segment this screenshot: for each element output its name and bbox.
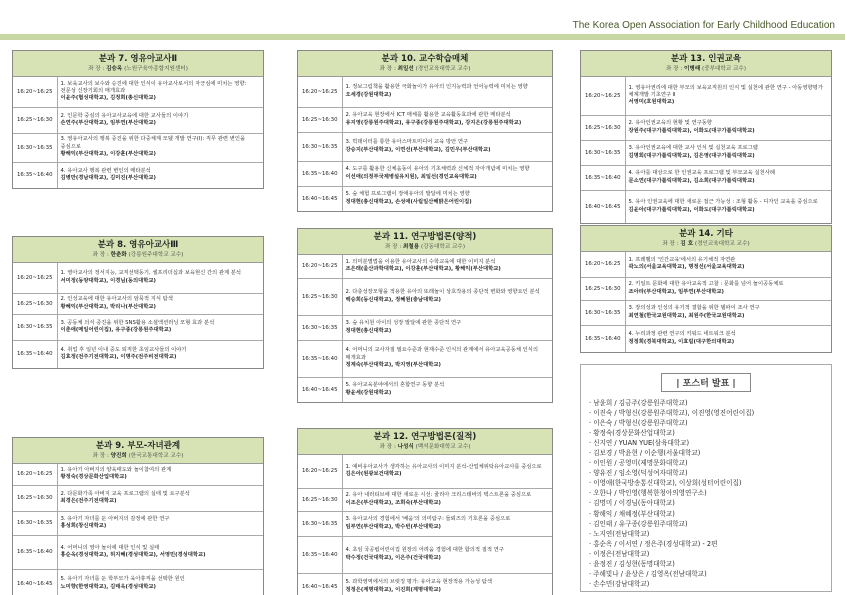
paper-time: 16:25~16:30 <box>13 107 57 133</box>
paper-authors: 문소연(대구가톨릭대학교), 김소희(대구가톨릭대학교) <box>628 177 755 184</box>
chair-name: 최철용 <box>403 244 420 250</box>
paper-time: 16:20~16:25 <box>298 77 342 107</box>
paper-authors: 김윤아(대구가톨릭대학교), 이화도(대구가톨릭대학교) <box>628 206 755 213</box>
organization-title: The Korea Open Association for Early Childhood Education <box>572 20 835 31</box>
paper-authors: 장원주(대구가톨릭대학교), 이화도(대구가톨릭대학교) <box>628 127 755 134</box>
table-row <box>13 293 263 314</box>
paper-cell <box>625 77 831 115</box>
paper-time: 16:30~16:35 <box>13 511 57 535</box>
paper-cell <box>57 133 263 162</box>
table-row <box>581 140 831 165</box>
poster-item: · 황정숙(경상문화산업대학교) <box>589 429 675 438</box>
session-title: 분과 7. 영유아교사Ⅱ <box>98 54 178 64</box>
table-row <box>298 536 552 573</box>
poster-item: · 이진숙 / 박형신(강릉원주대학교), 이진영(영진어린이집) <box>589 409 755 418</box>
paper-title: 1. 유아기 아버지의 양육태도와 놀이참여의 관계 <box>60 466 172 473</box>
paper-title: 2. 다층성장모형을 적용한 유아의 또래놀이 상호작용의 종단적 변화와 영향요인 분석 <box>345 289 540 296</box>
session-box <box>297 228 553 403</box>
table-row <box>13 77 263 107</box>
paper-time: 16:40~16:45 <box>581 190 625 223</box>
paper-authors: 김은아(원광보건대학교) <box>345 471 402 478</box>
session-header <box>298 429 552 455</box>
paper-title: 4. 도구를 활용한 신체움동이 유아의 기초체력과 신체적 자아개념에 미치는 영향 <box>345 166 530 173</box>
paper-time: 16:30~16:35 <box>13 314 57 340</box>
table-row <box>13 133 263 162</box>
paper-cell <box>57 569 263 595</box>
paper-time: 16:20~16:25 <box>298 255 342 278</box>
paper-cell <box>342 255 552 278</box>
paper-authors: 홍성희(창신대학교) <box>60 523 107 529</box>
paper-time: 16:35~16:40 <box>298 536 342 573</box>
poster-item: · 손수민(강남대학교) <box>589 579 650 588</box>
paper-cell <box>625 165 831 190</box>
session-box <box>297 428 553 595</box>
poster-title: | 포스터 발표 | <box>661 373 750 392</box>
paper-time: 16:35~16:40 <box>13 535 57 569</box>
poster-item: · 김명미 / 이경님(동아대학교) <box>589 499 675 508</box>
chair-label: 좌 장 : <box>385 244 402 250</box>
chair-affiliation: (백석문화대학교 교수) <box>415 444 471 450</box>
session-table <box>298 455 552 595</box>
paper-cell <box>57 340 263 368</box>
paper-title: 4. 취업 후 일년 이내 중도 퇴직한 초임교사들의 이야기 <box>60 346 187 353</box>
chair-affiliation: (경인교육대학교 교수) <box>415 66 471 72</box>
paper-authors: 곽노의(서울교육대학교), 명정선(서울교육대학교) <box>628 264 745 271</box>
session-title: 분과 12. 연구방법론(질적) <box>373 432 477 442</box>
chair-label: 좌 장 : <box>92 453 109 459</box>
paper-time: 16:30~16:35 <box>298 315 342 340</box>
poster-item: · 신지연 / YUAN YUE(삼육대학교) <box>589 439 690 448</box>
paper-time: 16:25~16:30 <box>581 277 625 300</box>
paper-time: 16:25~16:30 <box>13 293 57 314</box>
paper-time: 16:20~16:25 <box>581 252 625 277</box>
paper-cell <box>342 511 552 536</box>
chair-name: 양진희 <box>110 453 127 459</box>
paper-cell <box>342 132 552 161</box>
table-row <box>581 77 831 115</box>
session-header <box>298 229 552 255</box>
poster-item: · 이인원 / 공영미(제명문화대학교) <box>589 459 688 468</box>
session-box <box>580 225 832 353</box>
chair-label: 좌 장 : <box>379 444 396 450</box>
session-chair <box>17 65 259 73</box>
chair-affiliation: (강릉원주대학교 교수) <box>128 252 184 258</box>
paper-cell <box>342 186 552 211</box>
table-row <box>13 485 263 511</box>
paper-time: 16:40~16:45 <box>298 573 342 595</box>
table-row <box>298 377 552 402</box>
paper-title: 4. 누리과정 관련 연구의 키워드 네트워크 분석 <box>628 331 736 338</box>
chair-name: 최일선 <box>397 66 414 72</box>
paper-time: 16:30~16:35 <box>581 140 625 165</box>
paper-title: 5. 숲 체험 프로그램이 장애유아의 발달에 미치는 영향 <box>345 191 470 198</box>
paper-authors: 정정희(경북대학교), 이효림(대구한의대학교) <box>628 338 735 345</box>
paper-title: 4. 어머니의 교사자질 필요수준과 현재수준 인식의 관계에서 유아교육공동체 인식의 매개효과 <box>345 347 538 361</box>
paper-cell <box>342 315 552 340</box>
paper-cell <box>625 300 831 325</box>
paper-title: 2. 다문화가족 아버지 교육 프로그램의 실태 및 요구분석 <box>60 490 190 497</box>
paper-cell <box>342 340 552 377</box>
table-row <box>13 107 263 133</box>
session-table <box>581 252 831 352</box>
table-row <box>13 340 263 368</box>
chair-name: 한춘화 <box>110 252 127 258</box>
table-row <box>298 132 552 161</box>
chair-label: 좌 장 : <box>379 66 396 72</box>
paper-cell <box>57 314 263 340</box>
paper-title: 4. 유아를 대상으로 한 인권교육 프로그램 및 부모교육 실천사례 <box>628 170 775 177</box>
paper-cell <box>57 511 263 535</box>
paper-authors: 서영미(호원대학교) <box>628 99 675 106</box>
paper-authors: 정계숙(부산대학교), 박지영(부산대학교) <box>345 362 441 369</box>
paper-time: 16:35~16:40 <box>298 340 342 377</box>
paper-time: 16:20~16:25 <box>13 464 57 485</box>
paper-title: 5. 유아교육분야에서의 혼합연구 동향 분석 <box>345 382 445 389</box>
poster-item: · 윤정진 / 김성현(동명대학교) <box>589 559 675 568</box>
poster-item: · 양유진 / 임소영(덕성여자대학교) <box>589 469 688 478</box>
paper-cell <box>625 190 831 223</box>
poster-item: · 김인태 / 유구종(강릉원주대학교) <box>589 519 688 528</box>
paper-authors: 유지영(강릉원주대학교), 유구종(강릉원주대학교), 강지은(강릉원주대학교) <box>345 119 522 126</box>
table-row <box>298 455 552 488</box>
paper-authors: 백승희(동신대학교), 정혜원(충남대학교) <box>345 296 441 303</box>
paper-authors: 황정숙(경상문화산업대학교) <box>60 474 127 481</box>
table-row <box>581 190 831 223</box>
session-header <box>298 51 552 77</box>
header-stripe <box>0 34 845 40</box>
paper-time: 16:30~16:35 <box>298 511 342 536</box>
paper-title: 2. 인성교육에 대한 유아교사의 암묵적 지식 탐색 <box>60 296 173 303</box>
session-header <box>581 51 831 77</box>
paper-authors: 김명회(대구가톨릭대학교), 김은영(대구가톨릭대학교) <box>628 152 755 159</box>
poster-item: · 황해익 / 채혜정(부산대학교) <box>589 509 675 518</box>
paper-authors: 이윤주(협성대학교), 김정희(총신대학교) <box>60 95 156 102</box>
paper-time: 16:25~16:30 <box>298 278 342 315</box>
session-header <box>13 237 263 263</box>
table-row <box>581 115 831 140</box>
table-row <box>13 464 263 485</box>
session-table <box>298 77 552 211</box>
poster-item: · 이정은(전남대학교) <box>589 549 650 558</box>
session-chair <box>585 240 827 248</box>
table-row <box>13 314 263 340</box>
paper-cell <box>57 293 263 314</box>
table-row <box>13 569 263 595</box>
paper-authors: 김병만(경남대학교), 김미진(부산대학교) <box>60 175 156 182</box>
table-row <box>13 511 263 535</box>
paper-authors: 정대현(총신대학교), 손성애(사립일산해맑은어린이집) <box>345 198 472 205</box>
paper-title: 3. 숲 유치원 아이의 성장 발달에 관한 종단적 연구 <box>345 320 462 327</box>
paper-cell <box>57 464 263 485</box>
session-chair <box>302 443 548 451</box>
paper-authors: 정대현(총신대학교) <box>345 327 392 334</box>
chair-affiliation: (노원구육아종합지원센터) <box>124 66 188 72</box>
session-chair <box>17 452 259 460</box>
paper-authors: 황혜익(부산대학교), 박리나(부산대학교) <box>60 303 156 310</box>
paper-time: 16:35~16:40 <box>581 325 625 352</box>
paper-time: 16:30~16:35 <box>13 133 57 162</box>
paper-cell <box>342 278 552 315</box>
poster-item: · 주해빛나 / 윤상은 / 김영옥(전남대학교) <box>589 569 707 578</box>
paper-title: 1. 영유아권리에 대한 부모의 보육교직원의 인식 및 실천에 관한 연구 - 아동영향평가 체계개발 기초연구 Ⅱ <box>628 84 823 99</box>
session-box <box>297 50 553 212</box>
poster-item: · 노지연(전남대학교) <box>589 529 650 538</box>
paper-cell <box>625 140 831 165</box>
poster-panel <box>580 364 832 592</box>
paper-cell <box>342 488 552 511</box>
paper-cell <box>57 162 263 188</box>
paper-time: 16:30~16:35 <box>298 132 342 161</box>
poster-item: · 김보경 / 박윤현 / 이순행(서울대학교) <box>589 449 701 458</box>
paper-authors: 조아라(부산대학교), 임부연(부산대학교) <box>628 288 724 295</box>
paper-authors: 손연주(부산대학교), 임부연(부산대학교) <box>60 120 156 126</box>
table-row <box>298 488 552 511</box>
paper-title: 3. 유아인권교육에 대한 교사 인식 및 실천교육 프로그램 <box>628 145 758 152</box>
session-table <box>581 77 831 223</box>
poster-item: · 이은숙 / 박형신(강릉원주대학교) <box>589 419 688 428</box>
paper-cell <box>342 107 552 132</box>
paper-authors: 오세경(강원대학교) <box>345 91 392 98</box>
table-row <box>13 535 263 569</box>
session-title: 분과 9. 부모-자녀관계 <box>95 441 181 451</box>
paper-time: 16:25~16:30 <box>581 115 625 140</box>
paper-title: 3. 빅데이터를 통한 유아스마트미디어 교육 방안 연구 <box>345 139 469 146</box>
paper-cell <box>342 573 552 595</box>
table-row <box>298 278 552 315</box>
paper-title: 2. 유아 내러티브에 대한 새로운 시선: 줄리아 크리스테바의 텍스트론을 중심으로 <box>345 492 532 499</box>
paper-title: 4. 유아교사 행복 관련 변인의 메타분석 <box>60 167 151 174</box>
session-chair <box>17 251 259 259</box>
session-table <box>13 464 263 595</box>
paper-authors: 정정은(계명대학교), 이진희(계명대학교) <box>345 586 441 593</box>
table-row <box>298 340 552 377</box>
paper-authors: 황해익(부산대학교), 이강훈(부산대학교) <box>60 151 156 158</box>
paper-time: 16:35~16:40 <box>581 165 625 190</box>
paper-cell <box>342 455 552 488</box>
table-row <box>298 161 552 186</box>
paper-cell <box>57 107 263 133</box>
paper-authors: 홍순옥(경성대학교), 허지혜(경성대학교), 서영민(경성대학교) <box>60 552 206 558</box>
paper-title: 3. 장의성과 인성의 유기적 결합을 위한 델파이 조사 연구 <box>628 305 760 312</box>
table-row <box>581 325 831 352</box>
paper-cell <box>342 377 552 402</box>
paper-authors: 김효정(전주기전대학교), 이명주(전주비전대학교) <box>60 354 177 361</box>
paper-title: 3. 영유아교사의 행복 증진을 위한 다중체계 모델 개발 연구(Ⅰ): 직무 관련 변인을 중심으로 <box>60 136 246 150</box>
paper-time: 16:20~16:25 <box>581 77 625 115</box>
table-row <box>13 263 263 293</box>
poster-list <box>589 398 823 589</box>
chair-label: 좌 장 : <box>662 241 679 247</box>
paper-authors: 황윤세(강원대학교) <box>345 389 392 396</box>
session-title: 분과 14. 기타 <box>679 229 733 239</box>
table-row <box>298 186 552 211</box>
paper-cell <box>57 535 263 569</box>
session-box <box>580 50 832 224</box>
paper-cell <box>342 161 552 186</box>
session-box <box>12 437 264 595</box>
paper-title: 4. 어머니의 영아 놀이에 대한 인식 및 실태 <box>60 544 160 551</box>
table-row <box>13 162 263 188</box>
paper-cell <box>625 325 831 352</box>
paper-cell <box>57 263 263 293</box>
session-chair <box>302 65 548 73</box>
paper-cell <box>625 115 831 140</box>
paper-authors: 노미향(한영대학교), 김태옥(경성대학교) <box>60 583 156 590</box>
session-table <box>13 77 263 188</box>
paper-time: 16:20~16:25 <box>298 455 342 488</box>
table-row <box>298 511 552 536</box>
paper-time: 16:40~16:45 <box>13 569 57 595</box>
paper-authors: 이조은(부산대학교), 조희숙(부산대학교) <box>345 499 441 506</box>
table-row <box>581 300 831 325</box>
session-header <box>13 51 263 77</box>
chair-name: 나성식 <box>397 444 414 450</box>
paper-authors: 강승지(부산대학교), 이연선(부산대학교), 김민우(부산대학교) <box>345 146 491 153</box>
chair-affiliation: (강동대학교 교수) <box>421 244 465 250</box>
paper-time: 16:30~16:35 <box>581 300 625 325</box>
chair-label: 좌 장 : <box>666 66 683 72</box>
table-row <box>298 107 552 132</box>
paper-cell <box>342 77 552 107</box>
paper-time: 16:35~16:40 <box>298 161 342 186</box>
session-chair <box>302 243 548 251</box>
poster-item: · 남윤희 / 김금주(강릉원주대학교) <box>589 399 688 407</box>
paper-time: 16:35~16:40 <box>13 340 57 368</box>
chair-label: 좌 장 : <box>92 252 109 258</box>
session-table <box>298 255 552 402</box>
paper-time: 16:25~16:30 <box>13 485 57 511</box>
paper-title: 3. 유아교사의 경험에서 '배움'의 의미탐구: 들뢰즈의 기호론을 중심으로 <box>345 516 511 523</box>
table-row <box>298 255 552 278</box>
poster-item: · 홍순옥 / 이서연 / 정은주(경성대학교) - 2편 <box>589 539 718 548</box>
session-title: 분과 11. 연구방법론(양적) <box>373 232 477 242</box>
paper-cell <box>57 77 263 107</box>
paper-title: 2. 유아교육 현장에서 ICT 매체를 활용한 교육활동효과에 관한 메타분석 <box>345 112 511 119</box>
paper-title: 1. 예비유아교사가 생각하는 유아교사의 이미지 분석-산업체위탁유아교사를 중심으로 <box>345 463 542 470</box>
table-row <box>298 573 552 595</box>
paper-time: 16:35~16:40 <box>13 162 57 188</box>
paper-title: 2. 키일트 문화에 대한 유아교육적 고찰 : 문화를 넘어 놀이공동체로 <box>628 281 784 288</box>
poster-item: · 오한나 / 박인영(행복한청아의영연구소) <box>589 489 707 498</box>
paper-title: 1. 영아교사의 정서지능, 교직선택동기, 셀프리더십과 보육현신 간의 관계 분석 <box>60 270 242 277</box>
paper-title: 1. 의미분별법을 이용한 유아교사의 수학교육에 대한 이미지 분석 <box>345 258 496 265</box>
table-row <box>298 315 552 340</box>
paper-title: 2. 유아인권교육의 현황 및 연구동향 <box>628 120 712 127</box>
paper-authors: 최경은(전주기전대학교) <box>60 498 117 504</box>
session-header <box>13 438 263 464</box>
table-row <box>581 277 831 300</box>
paper-title: 5. 과학영역에서의 브릿징 평가: 유아교육 현장적용 가능성 탐색 <box>345 579 493 586</box>
paper-cell <box>625 252 831 277</box>
paper-time: 16:40~16:45 <box>298 186 342 211</box>
paper-time: 16:40~16:45 <box>298 377 342 402</box>
paper-title: 1. 프레벨의 '인간교육'에서의 유기체적 자연관 <box>628 256 736 263</box>
paper-authors: 이춘애(메일어린이집), 유구종(강릉원주대학교) <box>60 327 172 333</box>
paper-cell <box>57 485 263 511</box>
table-row <box>581 165 831 190</box>
paper-time: 16:25~16:30 <box>298 488 342 511</box>
paper-title: 3. 유아기 자녀를 둔 아버지의 감정에 관한 연구 <box>60 515 170 522</box>
session-table <box>13 263 263 368</box>
paper-authors: 조은래(울산과학대학교), 이강훈(부산대학교), 황해익(부산대학교) <box>345 266 501 273</box>
chair-name: 김 호 <box>680 241 694 247</box>
paper-authors: 서미정(동양대학교), 이경님(동의대학교) <box>60 277 156 284</box>
session-title: 분과 13. 인권교육 <box>670 54 742 64</box>
session-header <box>581 226 831 252</box>
chair-name: 이병래 <box>684 66 701 72</box>
paper-authors: 최연철(한국교원대학교), 최원주(한국교원대학교) <box>628 312 745 319</box>
session-title: 분과 8. 영유아교사Ⅲ <box>97 240 179 250</box>
paper-title: 1. 정보그림책을 활용한 극화놀이가 유아의 인지능력과 언어능력에 미치는 영향 <box>345 84 528 91</box>
session-box <box>12 236 264 369</box>
paper-cell <box>625 277 831 300</box>
header-band <box>0 0 845 40</box>
paper-authors: 임부연(부산대학교), 박수빈(부산대학교) <box>345 523 441 530</box>
session-chair <box>585 65 827 73</box>
session-box <box>12 50 264 189</box>
chair-affiliation: (한국교통대학교 교수) <box>128 453 184 459</box>
chair-affiliation: (중부대학교 교수) <box>702 66 746 72</box>
paper-title: 3. 공동체 의식 증진을 위한 SNS활용 소셜액션러닝 모형 효과 분석 <box>60 319 215 326</box>
paper-time: 16:25~16:30 <box>298 107 342 132</box>
paper-time: 16:20~16:25 <box>13 263 57 293</box>
paper-title: 4. 초임 국공립어린이집 원장의 어려움 경험에 대한 합의적 질적 연구 <box>345 547 504 554</box>
paper-title: 5. 유아 인권교육에 대한 새로운 접근 가능성 : 조형 활동 - 디자인 교육을 중심으로 <box>628 199 818 206</box>
table-row <box>298 77 552 107</box>
table-row <box>581 252 831 277</box>
paper-authors: 이선애(의정부국제병설유치원), 최일선(경인교육대학교) <box>345 173 477 180</box>
paper-cell <box>342 536 552 573</box>
paper-authors: 박수정(건국대학교), 이은주(건국대학교) <box>345 554 441 561</box>
paper-title: 2. 인문학 중심의 유아교사교육에 대한 교사들의 이야기 <box>60 112 189 119</box>
poster-item: · 이영애(한국방송통신대학교), 이상희(성터어린이집) <box>589 479 742 488</box>
paper-time: 16:20~16:25 <box>13 77 57 107</box>
paper-title: 1. 보육교사의 보수와 승진에 대한 인식이 유아교사로서의 자긍심에 미치는 영향: 전문성 신장기회의 매개효과 <box>60 80 247 95</box>
chair-name: 김승옥 <box>106 66 123 72</box>
paper-title: 5. 유아기 자녀를 둔 학부모가 육아휴직을 선택한 원인 <box>60 576 185 583</box>
chair-affiliation: (경인교육대학교 교수) <box>694 241 750 247</box>
chair-label: 좌 장 : <box>88 66 105 72</box>
session-title: 분과 10. 교수학습매체 <box>381 54 469 64</box>
